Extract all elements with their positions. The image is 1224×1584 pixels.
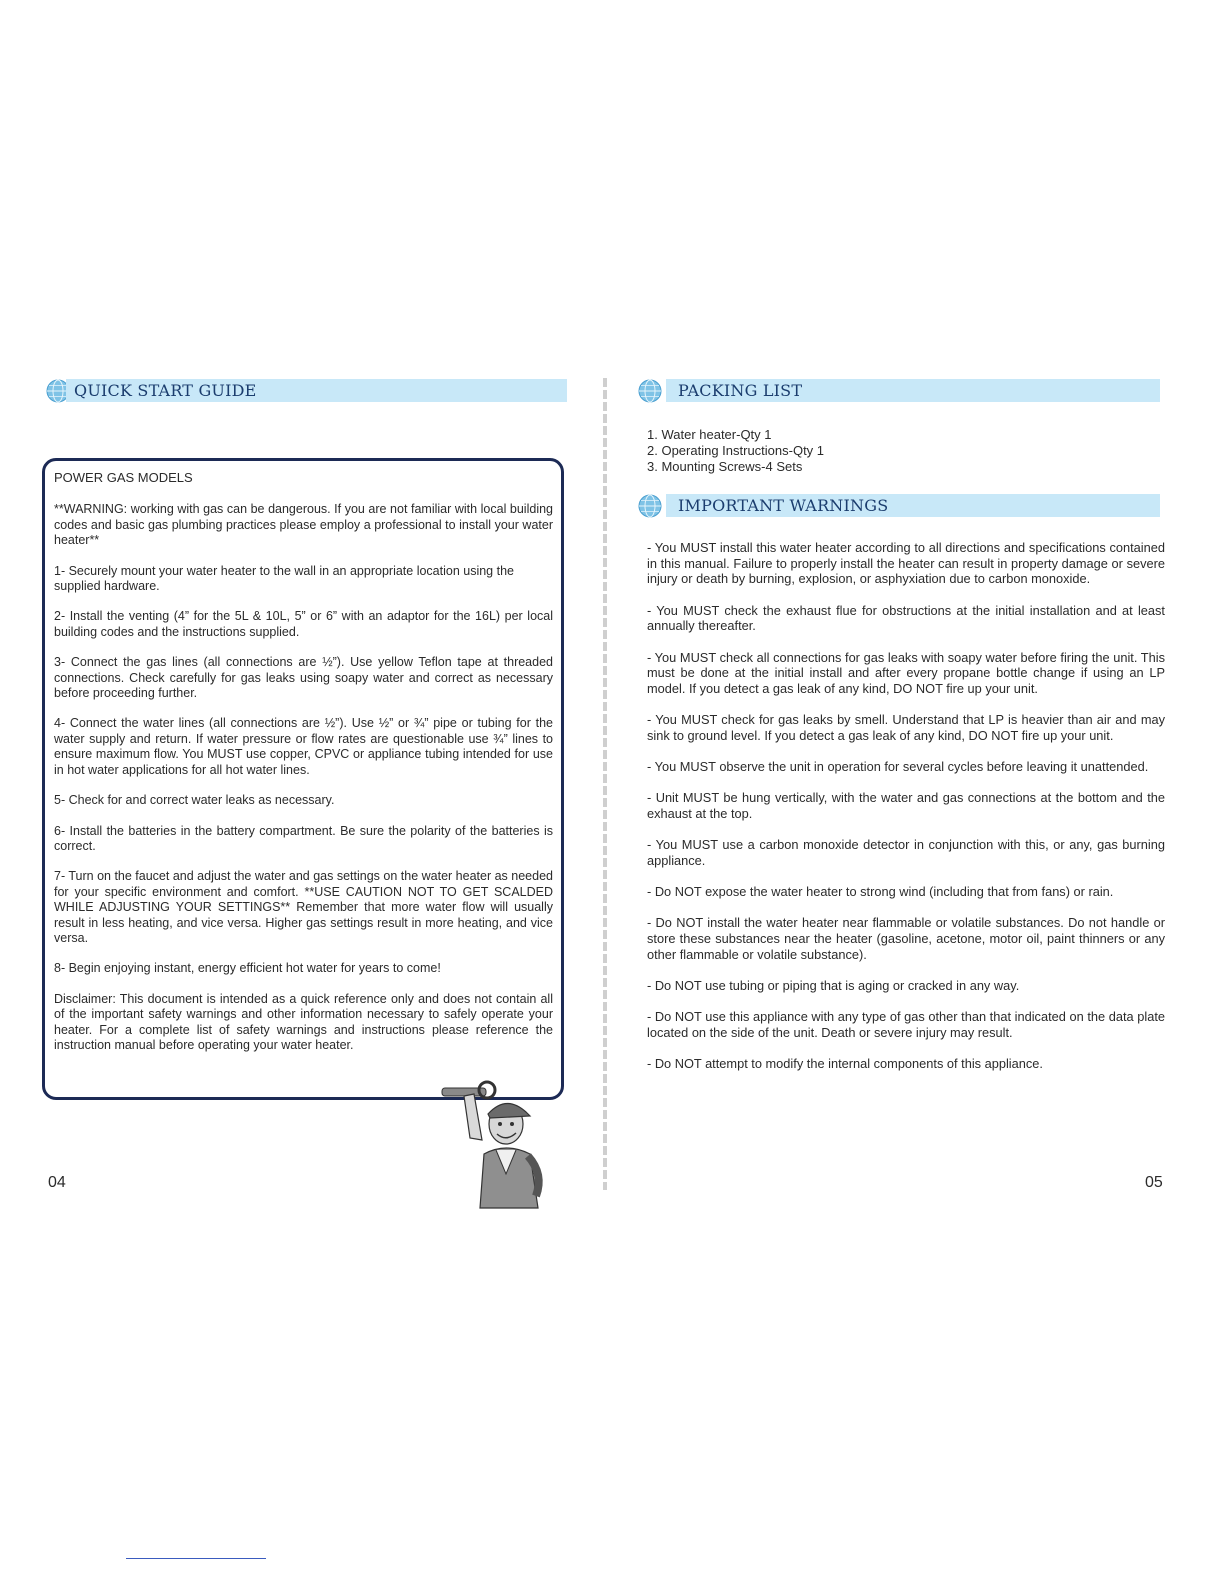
warning-item: - You MUST observe the unit in operation for several cycles before leaving it unattended.	[647, 759, 1149, 775]
step-2: 2- Install the venting (4” for the 5L & 10L, 5” or 6” with an adaptor for the 16L) per local building codes and the instructions supplied.	[54, 609, 553, 639]
page-number-right: 05	[1145, 1174, 1163, 1191]
list-item: 1. Water heater-Qty 1	[647, 427, 772, 442]
step-3: 3- Connect the gas lines (all connections are ½”). Use yellow Teflon tape at threaded connections. Check carefully for gas leaks using soapy water and correct as necessary before proceeding further.	[54, 655, 553, 701]
packing-list-title: PACKING LIST	[678, 381, 803, 400]
warning-paragraph: **WARNING: working with gas can be dangerous. If you are not familiar with local building codes and basic gas plumbing practices please employ a professional to install your water heater**	[54, 502, 553, 548]
left-page	[0, 0, 604, 1584]
packing-list-header	[666, 379, 1160, 402]
warning-item: - Do NOT use this appliance with any type of gas other than that indicated on the data plate located on the side of the unit. Death or severe injury may result.	[647, 1009, 1165, 1040]
step-7: 7- Turn on the faucet and adjust the water and gas settings on the water heater as needed for your specific environment and comfort. **USE CAUTION NOT TO GET SCALDED WHILE ADJUSTING YOUR SETTINGS** Remember that more water flow will usually result in less heating, and vice versa. Higher gas settings result in more heating, and vice versa.	[54, 869, 553, 945]
warning-item: - You MUST check all connections for gas leaks with soapy water before firing the unit. This must be done at the initial install and after every propane bottle change if using an LP model. If you detect a gas leak of any kind, DO NOT fire up your unit.	[647, 649, 1165, 696]
step-6: 6- Install the batteries in the battery compartment. Be sure the polarity of the batteries is correct.	[54, 823, 553, 853]
quick-start-header	[66, 379, 567, 402]
warning-item: - You MUST use a carbon monoxide detector in conjunction with this, or any, gas burning appliance.	[647, 837, 1165, 868]
globe-icon	[638, 494, 662, 518]
step-1	[54, 564, 553, 595]
warnings-list	[647, 540, 1165, 1087]
packing-list	[647, 427, 1167, 475]
page-number-left: 04	[48, 1174, 66, 1191]
box-title: POWER GAS MODELS	[54, 470, 193, 485]
step-1-continued: supplied hardware.	[54, 579, 160, 594]
warning-item: - Do NOT install the water heater near flammable or volatile substances. Do not handle or store these substances near the heater (gasoline, acetone, motor oil, paint thinners or any other flammable or volatile substance).	[647, 915, 1165, 962]
quick-start-title: QUICK START GUIDE	[74, 381, 257, 400]
warning-item: - You MUST install this water heater according to all directions and specifications contained in this manual. Failure to properly install the heater can result in property damage or severe injury or death by burning, explosion, or asphyxiation due to carbon monoxide.	[647, 540, 1165, 587]
warning-item: - Do NOT attempt to modify the internal components of this appliance.	[647, 1055, 1043, 1071]
important-warnings-header	[666, 494, 1160, 517]
step-4: 4- Connect the water lines (all connections are ½”). Use ½” or ¾” pipe or tubing for the water supply and return. If water pressure or flow rates are questionable use ¾” lines to ensure maximum flow. You MUST use copper, CPVC or appliance tubing intended for use in hot water applications for all hot water lines.	[54, 716, 553, 777]
warning-item: - Do NOT expose the water heater to strong wind (including that from fans) or rain.	[647, 884, 1114, 900]
warning-item: - You MUST check for gas leaks by smell. Understand that LP is heavier than air and may sink to ground level. If you detect a gas leak of any kind, DO NOT fire up your unit.	[647, 712, 1165, 743]
warning-item: - You MUST check the exhaust flue for obstructions at the initial installation and at least annually thereafter.	[647, 602, 1165, 634]
list-item: 2. Operating Instructions-Qty 1	[647, 443, 825, 458]
step-5: 5- Check for and correct water leaks as necessary.	[54, 793, 335, 808]
page-divider	[603, 378, 607, 1190]
warning-item: - Unit MUST be hung vertically, with the water and gas connections at the bottom and the exhaust at the top.	[647, 790, 1165, 821]
list-item: 3. Mounting Screws-4 Sets	[647, 459, 803, 474]
mechanic-illustration	[440, 1078, 552, 1210]
globe-icon	[638, 379, 662, 403]
important-warnings-title: IMPORTANT WARNINGS	[678, 496, 889, 515]
disclaimer: Disclaimer: This document is intended as a quick reference only and does not contain all of the important safety warnings and other information necessary to safely operate your heater. For a complete list of safety warnings and instructions please reference the instruction manual before operating your water heater.	[54, 991, 553, 1052]
step-1-text: 1- Securely mount your water heater to the wall in an appropriate location using the	[54, 563, 514, 578]
warning-item: - Do NOT use tubing or piping that is aging or cracked in any way.	[647, 977, 1020, 993]
step-8: 8- Begin enjoying instant, energy efficient hot water for years to come!	[54, 961, 441, 976]
footer-rule	[126, 1558, 266, 1559]
power-gas-models-box	[42, 458, 564, 1100]
